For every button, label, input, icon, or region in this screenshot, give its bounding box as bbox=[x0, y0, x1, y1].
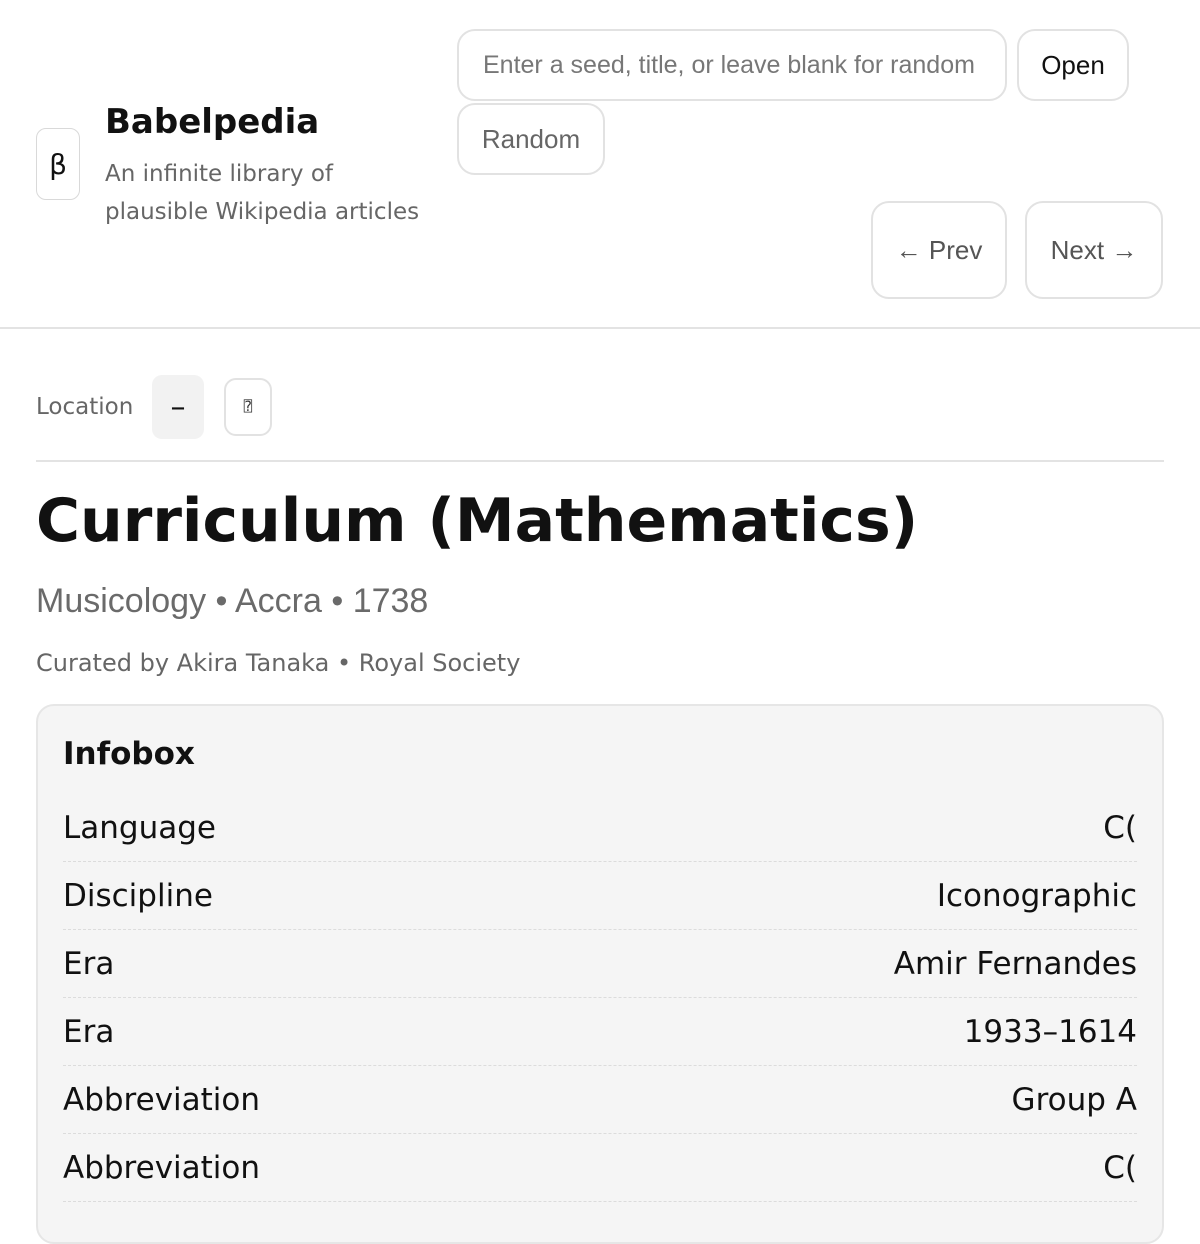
article-title: Curriculum (Mathematics) bbox=[36, 486, 919, 556]
infobox-value: C( bbox=[1103, 1149, 1137, 1186]
infobox-row bbox=[63, 794, 1137, 862]
location-bar bbox=[36, 376, 272, 438]
infobox-value: Iconographic bbox=[936, 877, 1137, 914]
open-button[interactable]: Open bbox=[1017, 29, 1129, 101]
article-curator: Curated by Akira Tanaka • Royal Society bbox=[36, 649, 521, 677]
infobox-title: Infobox bbox=[63, 736, 195, 772]
infobox-value: Group A bbox=[1011, 1081, 1137, 1118]
divider bbox=[36, 460, 1164, 462]
infobox-row bbox=[63, 862, 1137, 930]
infobox-value: Amir Fernandes bbox=[893, 945, 1137, 982]
infobox-key: Language bbox=[63, 809, 216, 846]
next-button[interactable]: Next → bbox=[1025, 201, 1163, 299]
infobox-key: Discipline bbox=[63, 877, 213, 914]
location-label: Location bbox=[36, 394, 134, 420]
infobox-value: C( bbox=[1103, 809, 1137, 846]
infobox-value: 1933–1614 bbox=[963, 1013, 1137, 1050]
infobox-key: Era bbox=[63, 945, 115, 982]
infobox-key: Abbreviation bbox=[63, 1149, 261, 1186]
logo-icon[interactable]: β bbox=[36, 128, 80, 200]
seed-search-input[interactable] bbox=[457, 29, 1007, 101]
article-meta: Musicology • Accra • 1738 bbox=[36, 582, 429, 620]
infobox-row bbox=[63, 998, 1137, 1066]
infobox-row bbox=[63, 1066, 1137, 1134]
infobox-row bbox=[63, 1134, 1137, 1202]
prev-button[interactable]: ← Prev bbox=[871, 201, 1007, 299]
infobox bbox=[36, 704, 1164, 1244]
infobox-key: Era bbox=[63, 1013, 115, 1050]
location-value[interactable]: – bbox=[152, 375, 204, 439]
site-header bbox=[0, 0, 1200, 329]
infobox-key: Abbreviation bbox=[63, 1081, 261, 1118]
infobox-row bbox=[63, 930, 1137, 998]
site-title[interactable]: Babelpedia bbox=[105, 102, 320, 142]
site-tagline: An infinite library of plausible Wikipedia articles bbox=[105, 161, 420, 225]
random-button[interactable]: Random bbox=[457, 103, 605, 175]
unknown-glyph-icon[interactable]: ⍰ bbox=[224, 378, 272, 436]
